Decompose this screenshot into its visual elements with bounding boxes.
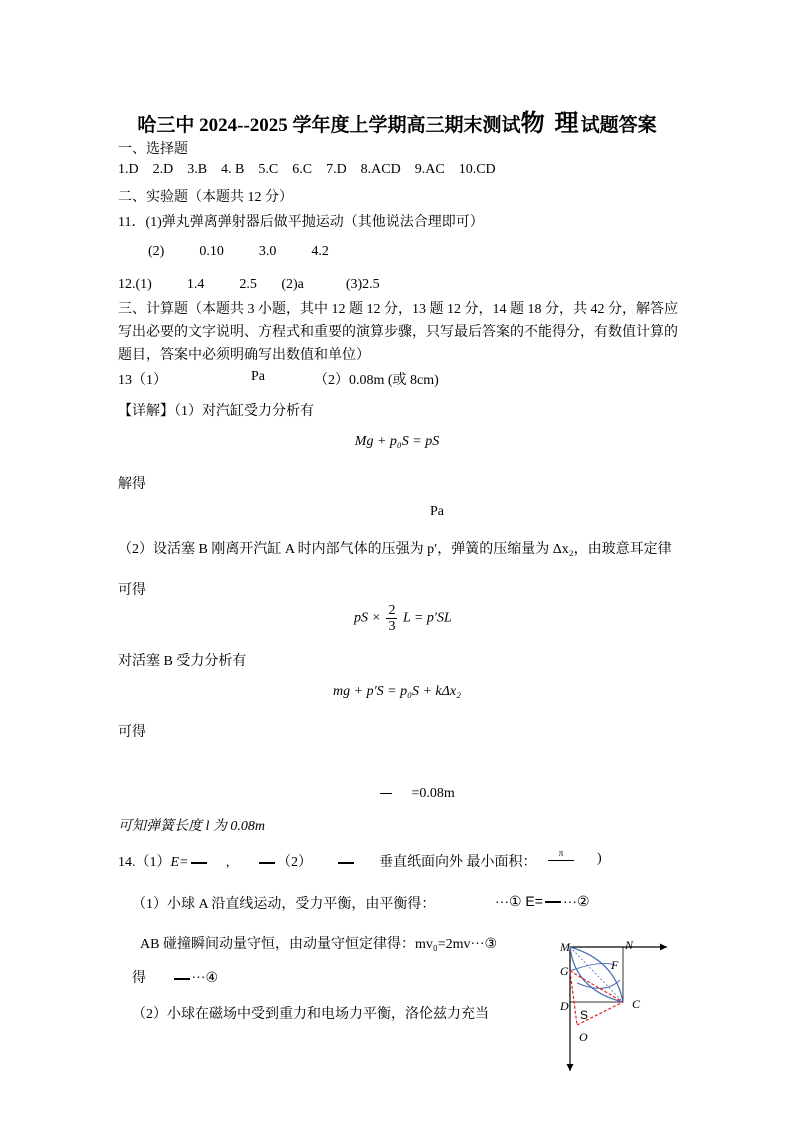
p3-label: 得 bbox=[132, 971, 146, 986]
fraction-bar-icon bbox=[174, 978, 190, 980]
mark-2: ···② bbox=[562, 893, 590, 909]
eq2-right: L = p′SL bbox=[402, 610, 452, 626]
q14-p1-marks bbox=[495, 893, 590, 910]
q14-answer-row: 14.（1）E= , （2） 垂直纸面向外 最小面积： bbox=[118, 855, 537, 870]
q14-E: E= bbox=[170, 855, 189, 870]
title-subject: 物 理 bbox=[520, 111, 581, 137]
result1-unit: Pa bbox=[430, 504, 444, 519]
q14-p2: AB 碰撞瞬间动量守恒，由动量守恒定律得：mv₀=2mv···③ bbox=[140, 937, 498, 952]
label-O: O bbox=[579, 1030, 588, 1044]
q14-p3 bbox=[132, 967, 218, 987]
eq2-fraction bbox=[386, 603, 397, 634]
piston-text: 对活塞 B 受力分析有 bbox=[118, 654, 247, 669]
fraction-bar-icon bbox=[380, 793, 392, 794]
q14-p4: （2）小球在磁场中受到重力和电场力平衡，洛伦兹力充当 bbox=[132, 1007, 489, 1022]
result2-value: =0.08m bbox=[411, 786, 455, 801]
keyi-label: 可得 bbox=[118, 583, 146, 598]
dashed-line-1 bbox=[570, 971, 623, 1002]
p3-mark: ···④ bbox=[191, 971, 219, 986]
detail-text: （1）对汽缸受力分析有 bbox=[174, 404, 314, 419]
eq2-numerator: 2 bbox=[388, 603, 396, 618]
q13-answer-part2: （2）0.08m (或 8cm) bbox=[314, 373, 439, 388]
label-C: C bbox=[632, 997, 641, 1011]
eq2-denominator: 3 bbox=[388, 619, 396, 634]
section2-heading: 二、实验题（本题共 12 分） bbox=[118, 190, 293, 205]
q11-line2: (2) 0.10 3.0 4.2 bbox=[148, 244, 329, 259]
dashed-line-4 bbox=[570, 947, 623, 1002]
label-D: D bbox=[560, 999, 569, 1013]
kede-label: 可得 bbox=[118, 725, 146, 740]
q14-part2: （2） bbox=[277, 855, 312, 870]
pi-symbol: π bbox=[558, 848, 564, 858]
conclusion: 可知弹簧长度 l 为 0.08m bbox=[118, 819, 265, 834]
q14-min-area bbox=[548, 848, 574, 861]
solve-label: 解得 bbox=[118, 477, 146, 492]
q14-p1: （1）小球 A 沿直线运动，受力平衡，由平衡得： bbox=[132, 897, 436, 912]
section3-heading: 三、计算题（本题共 3 小题，其中 12 题 12 分，13 题 12 分，14 题 18 分，共 42 分，解答应写出必要的文字说明、方程式和重要的演算步骤，只写最后答案的不能得分，有数值计算的题目，答案中必须明确写出数值和单位） bbox=[118, 302, 678, 363]
equation-1: Mg + p₀S = pS bbox=[354, 434, 440, 449]
q13-answer-unit: Pa bbox=[251, 369, 265, 384]
q14-prefix: 14.（1） bbox=[118, 855, 171, 870]
label-S: S bbox=[580, 1008, 589, 1022]
equation-3: mg + p′S = p₀S + kΔx₂ bbox=[333, 684, 461, 699]
section1-heading: 一、选择题 bbox=[118, 142, 188, 157]
q13-answer-label: 13（1） bbox=[118, 373, 167, 388]
eq2-left: pS × bbox=[354, 610, 381, 626]
q12-line: 12.(1) 1.4 2.5 (2)a (3)2.5 bbox=[118, 277, 380, 292]
detail-label: 【详解】 bbox=[118, 404, 174, 419]
title-post: 试题答案 bbox=[580, 115, 657, 136]
q14-close-paren: ) bbox=[597, 851, 602, 866]
label-N: N bbox=[625, 938, 634, 952]
title-pre: 哈三中 2024--2025 学年度上学期高三期末测试 bbox=[137, 115, 521, 136]
page-title bbox=[0, 103, 794, 138]
q13-detail bbox=[118, 400, 314, 420]
q11-line1: 11．(1)弹丸弹离弹射器后做平抛运动（其他说法合理即可） bbox=[118, 215, 484, 230]
label-G: G bbox=[560, 964, 569, 978]
label-F: F bbox=[611, 958, 619, 972]
mark-1: ···① E= bbox=[495, 893, 543, 909]
fraction-bar-icon bbox=[259, 862, 275, 864]
fraction-bar-icon bbox=[191, 862, 207, 864]
result2 bbox=[378, 786, 455, 802]
part2-text bbox=[118, 538, 678, 561]
fraction-bar-icon bbox=[545, 901, 561, 903]
section1-answers: 1.D 2.D 3.B 4. B 5.C 6.C 7.D 8.ACD 9.AC 10.CD bbox=[118, 162, 496, 177]
label-M: M bbox=[560, 940, 570, 954]
part2-text-content: （2）设活塞 B 刚离开汽缸 A 时内部气体的压强为 p′，弹簧的压缩量为 Δx₂，由玻意耳定律 bbox=[118, 542, 672, 557]
q14-direction: 垂直纸面向外 最小面积： bbox=[379, 855, 537, 870]
equation-2 bbox=[354, 603, 452, 634]
fraction-bar-icon bbox=[338, 862, 354, 864]
dashed-line-2 bbox=[570, 971, 577, 1025]
physics-diagram bbox=[555, 935, 675, 1075]
